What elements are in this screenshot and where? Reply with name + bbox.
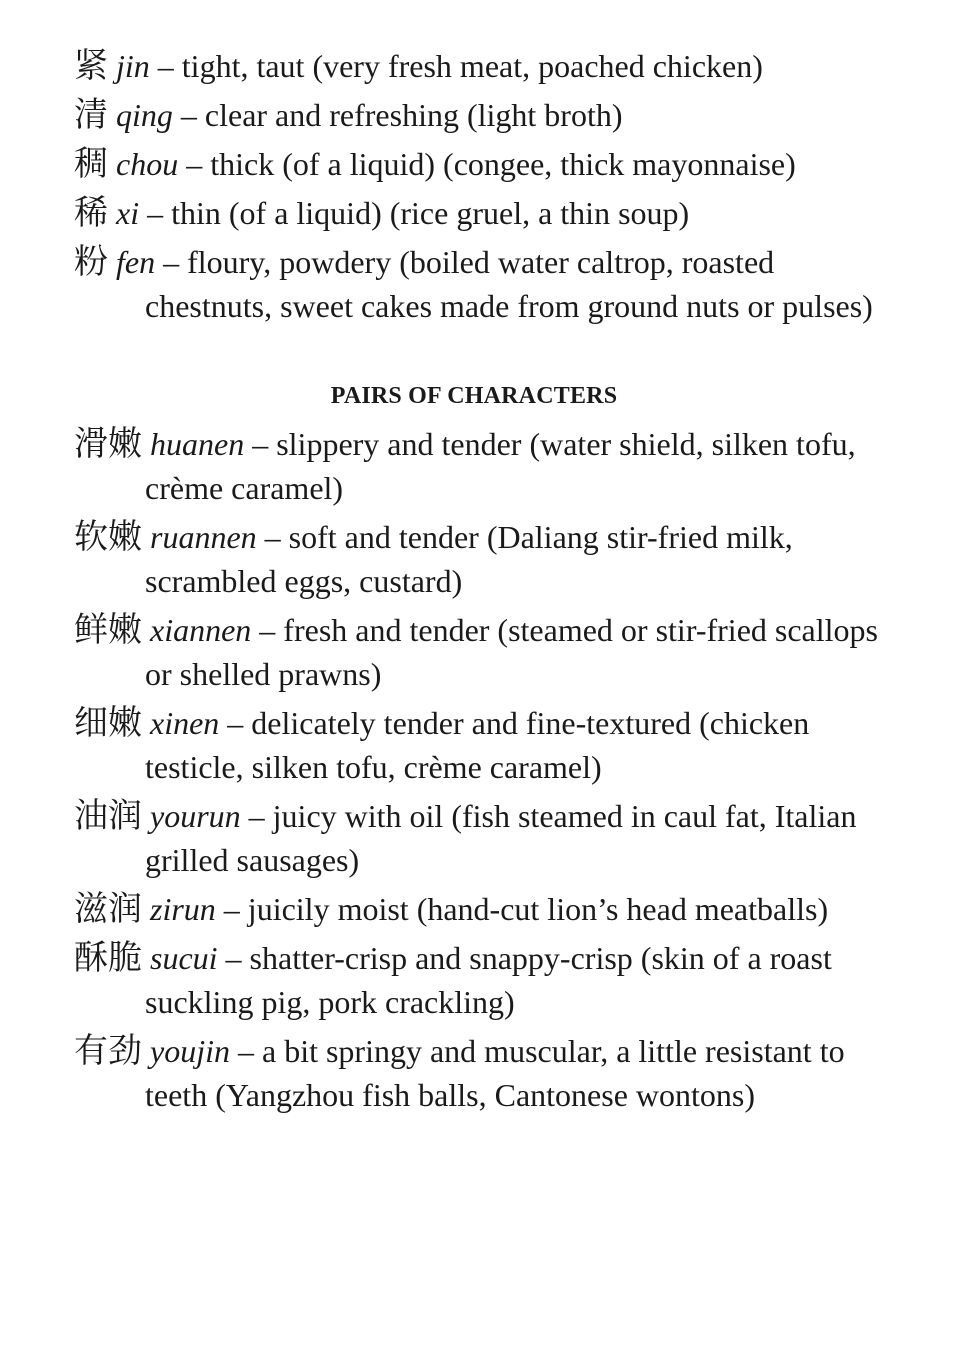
section-heading-pairs: PAIRS OF CHARACTERS [330, 383, 618, 409]
entry-pinyin: zirun [150, 891, 216, 927]
entry-definition: clear and refreshing (light broth) [204, 97, 623, 133]
entry-pinyin: xi [116, 195, 140, 231]
entry-hanzi: 紧 [74, 46, 108, 86]
entry-definition: thick (of a liquid) (congee, thick mayonnaise) [210, 146, 796, 182]
entry-pinyin: jin [116, 48, 150, 84]
glossary-entry-xiannen: 鲜嫩 xiannen – fresh and tender (steamed or stir-fried scallops or shelled prawns) [74, 610, 878, 692]
entry-pinyin: xinen [150, 705, 220, 741]
entry-pinyin: ruannen [150, 519, 257, 555]
glossary-entry-chou: 稠 chou – thick (of a liquid) (congee, thick mayonnaise) [74, 144, 796, 184]
entry-pinyin: youjin [150, 1033, 230, 1069]
glossary-entry-qing: 清 qing – clear and refreshing (light broth) [74, 95, 623, 135]
entry-definition: juicily moist (hand-cut lion’s head meatballs) [247, 891, 829, 927]
entry-definition: thin (of a liquid) (rice gruel, a thin soup) [171, 195, 690, 231]
entry-definition: delicately tender and fine-textured (chicken testicle, silken tofu, crème caramel) [145, 705, 810, 785]
entry-pinyin: yourun [150, 798, 241, 834]
glossary-page [74, 44, 904, 1122]
entry-pinyin: xiannen [150, 612, 252, 648]
entry-hanzi: 滑嫩 [74, 424, 142, 464]
entry-pinyin: fen [116, 244, 156, 280]
glossary-entry-xi: 稀 xi – thin (of a liquid) (rice gruel, a thin soup) [74, 193, 690, 233]
entry-pinyin: sucui [150, 940, 218, 976]
entry-hanzi: 稀 [74, 193, 108, 233]
entry-definition: floury, powdery (boiled water caltrop, roasted chestnuts, sweet cakes made from ground nuts or pulses) [145, 244, 873, 324]
glossary-entry-ruannen: 软嫩 ruannen – soft and tender (Daliang stir-fried milk, scrambled eggs, custard) [74, 517, 793, 599]
entry-hanzi: 细嫩 [74, 703, 142, 743]
entry-definition: shatter-crisp and snappy-crisp (skin of a roast suckling pig, pork crackling) [145, 940, 832, 1020]
entry-hanzi: 清 [74, 95, 108, 135]
glossary-entry-sucui: 酥脆 sucui – shatter-crisp and snappy-crisp (skin of a roast suckling pig, pork crackling) [74, 938, 832, 1020]
glossary-entry-huanen: 滑嫩 huanen – slippery and tender (water shield, silken tofu, crème caramel) [74, 424, 856, 506]
entry-hanzi: 油润 [74, 796, 142, 836]
glossary-entry-zirun: 滋润 zirun – juicily moist (hand-cut lion’s head meatballs) [74, 889, 829, 929]
glossary-entry-fen: 粉 fen – floury, powdery (boiled water caltrop, roasted chestnuts, sweet cakes made from ground nuts or pulses) [74, 242, 873, 324]
entry-definition: juicy with oil (fish steamed in caul fat, Italian grilled sausages) [145, 798, 857, 878]
entry-hanzi: 粉 [74, 242, 108, 282]
entry-hanzi: 酥脆 [74, 938, 142, 978]
entry-hanzi: 鲜嫩 [74, 610, 142, 650]
entry-pinyin: qing [116, 97, 173, 133]
entry-hanzi: 有劲 [74, 1031, 142, 1071]
glossary-entry-youjin: 有劲 youjin – a bit springy and muscular, a little resistant to teeth (Yangzhou fish balls, Cantonese wontons) [74, 1031, 845, 1113]
entry-definition: tight, taut (very fresh meat, poached chicken) [181, 48, 763, 84]
entry-pinyin: chou [116, 146, 179, 182]
entry-hanzi: 软嫩 [74, 517, 142, 557]
entry-definition: a bit springy and muscular, a little resistant to teeth (Yangzhou fish balls, Cantonese wontons) [145, 1033, 845, 1113]
glossary-entry-yourun: 油润 yourun – juicy with oil (fish steamed in caul fat, Italian grilled sausages) [74, 796, 857, 878]
glossary-entry-xinen: 细嫩 xinen – delicately tender and fine-textured (chicken testicle, silken tofu, crème caramel) [74, 703, 810, 785]
entry-definition: soft and tender (Daliang stir-fried milk, scrambled eggs, custard) [145, 519, 793, 599]
entry-hanzi: 稠 [74, 144, 108, 184]
entry-definition: fresh and tender (steamed or stir-fried scallops or shelled prawns) [145, 612, 878, 692]
entry-pinyin: huanen [150, 426, 245, 462]
entry-definition: slippery and tender (water shield, silken tofu, crème caramel) [145, 426, 856, 506]
glossary-entry-jin: 紧 jin – tight, taut (very fresh meat, poached chicken) [74, 46, 763, 86]
entry-hanzi: 滋润 [74, 889, 142, 929]
